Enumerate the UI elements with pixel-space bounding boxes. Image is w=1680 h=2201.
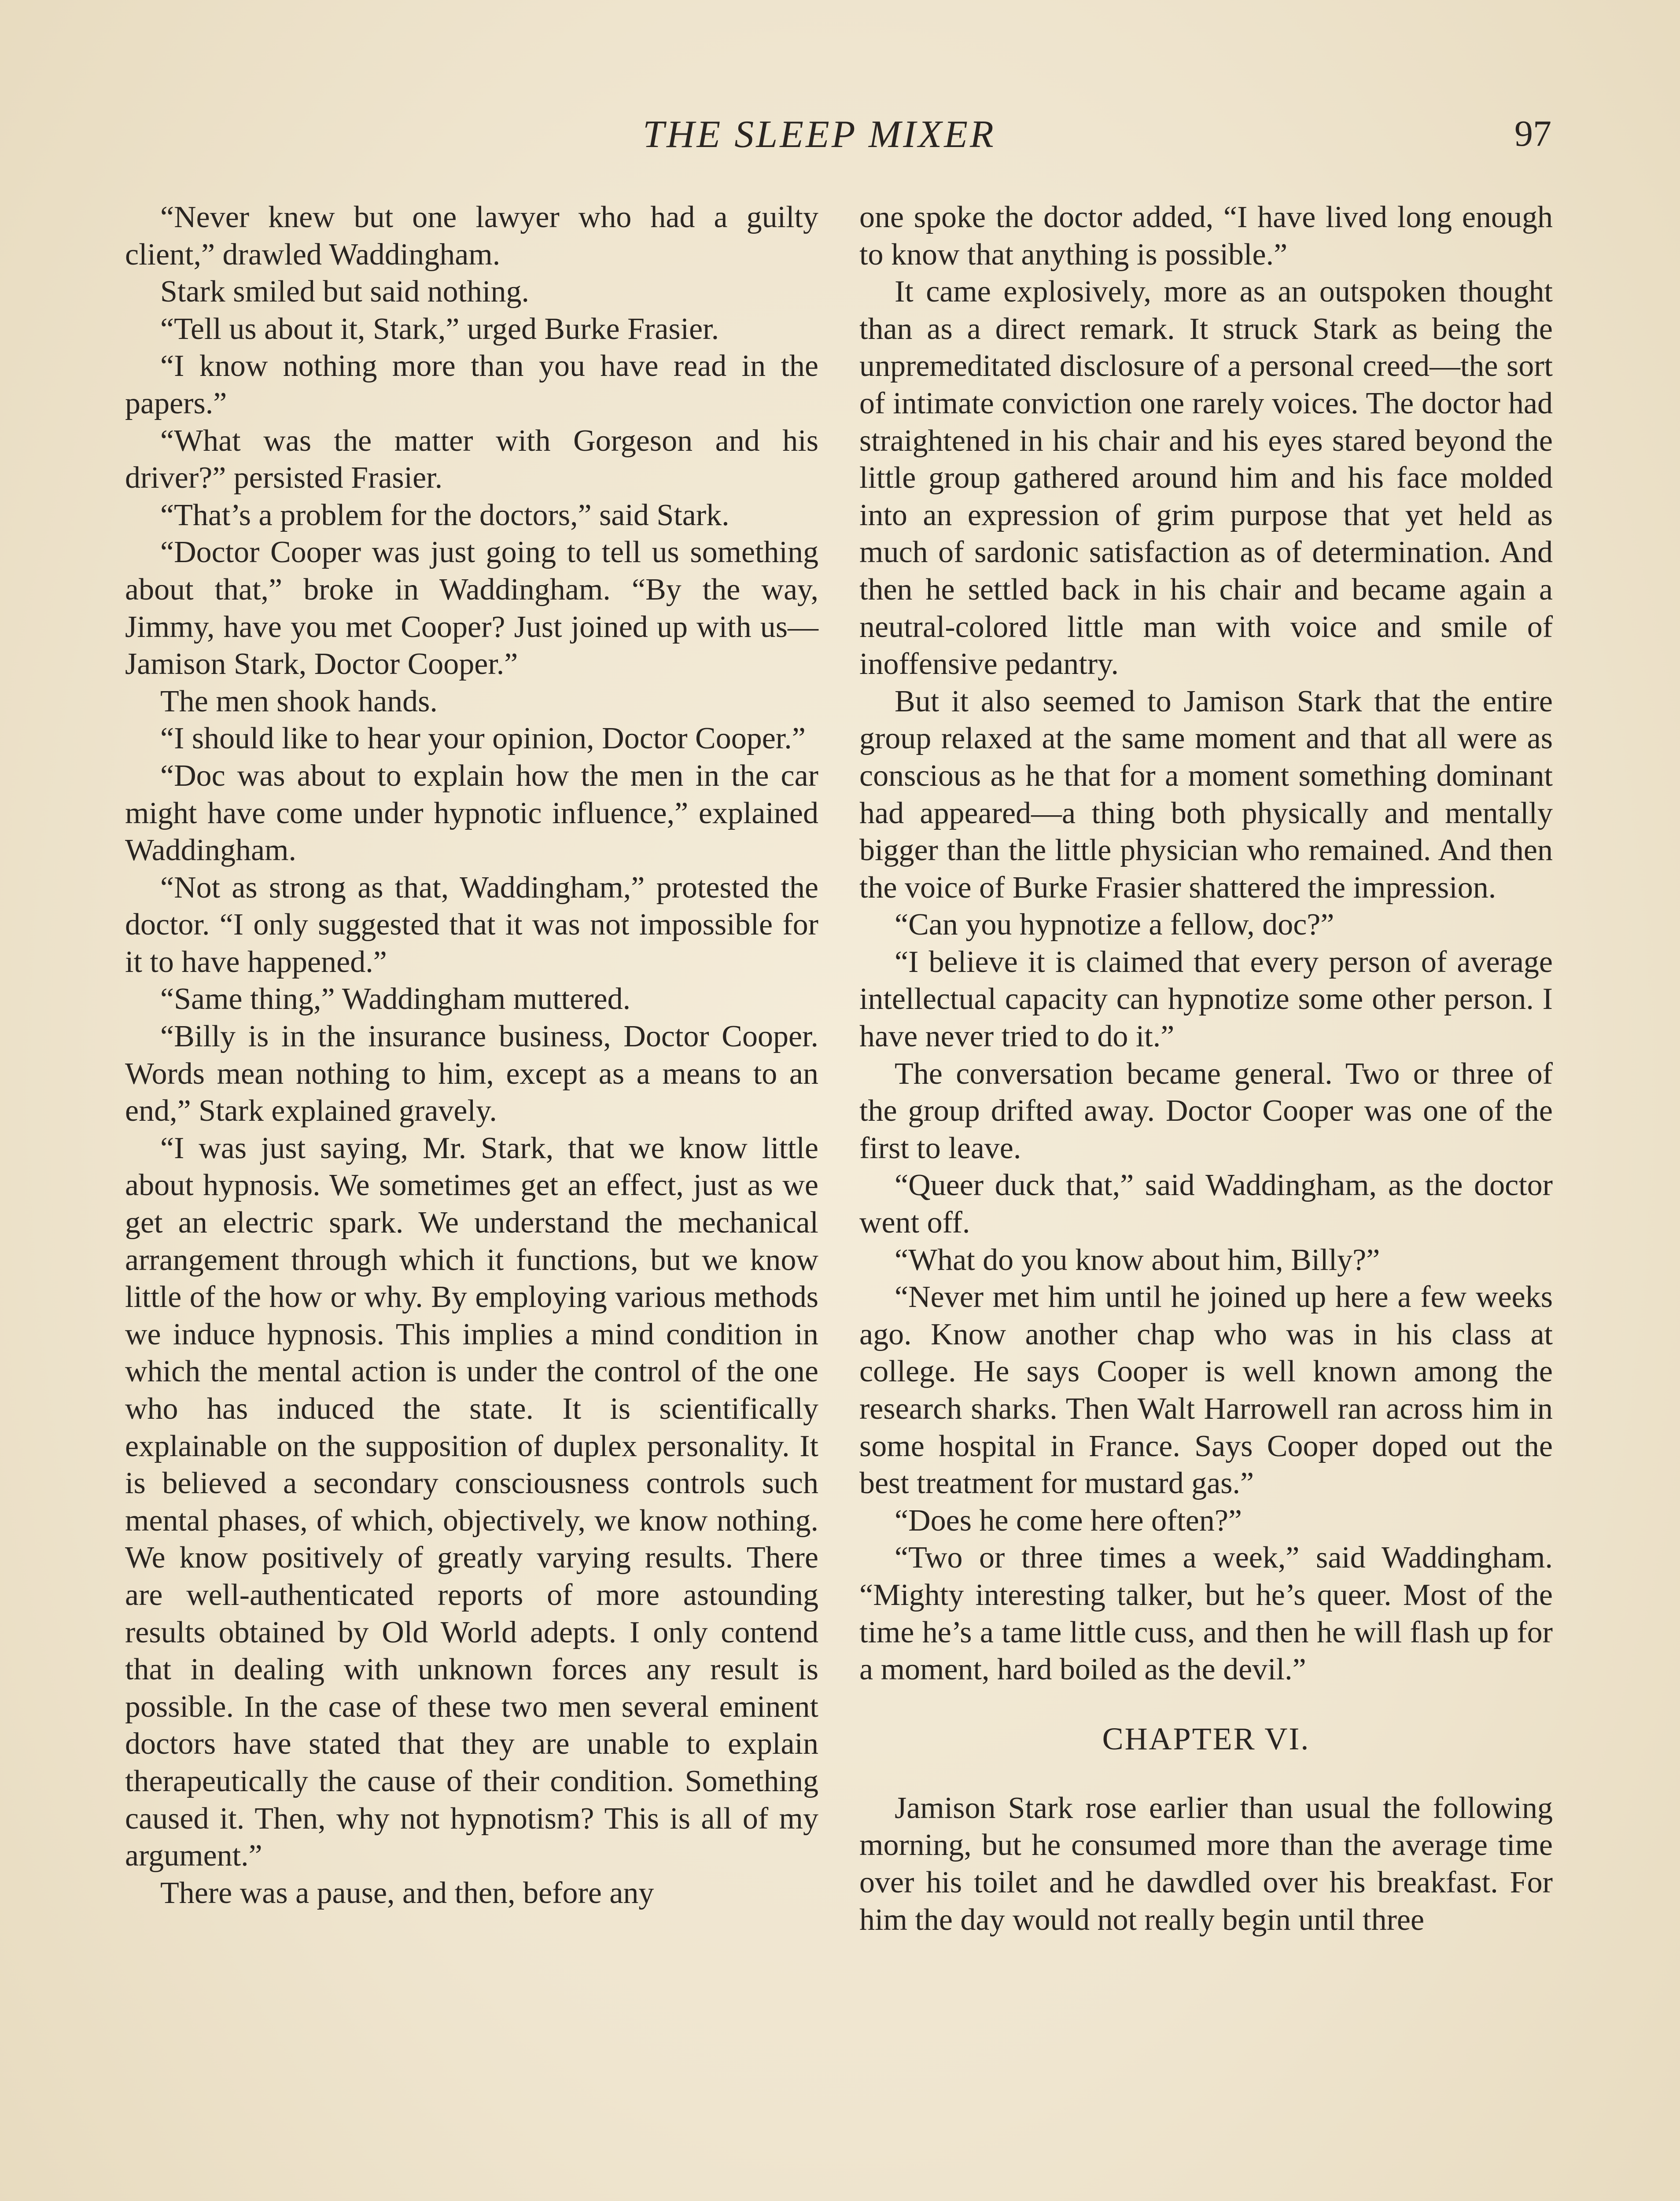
paragraph: “Does he come here often?” [895,1503,1242,1538]
paragraph: Stark smiled but said nothing. [160,275,530,309]
paragraph: “Never met him until he joined up here a few weeks ago. Know another chap who was in his class at college. He says Cooper is well known among the research sharks. Then Walt Harrowell ran across him in some hospital in France. Says Cooper doped out the best treatment for mustard gas.” [859,1280,1553,1501]
paragraph: “Queer duck that,” said Waddingham, as the doctor went off. [859,1168,1553,1240]
paragraph: “What do you know about him, Billy?” [895,1243,1380,1277]
paragraph: Jamison Stark rose earlier than usual the following morning, but he consumed more than the average time over his toilet and he dawdled over his breakfast. For him the day would not really begin until three [859,1791,1553,1937]
paragraph: “I believe it is claimed that every person of average intellectual capacity can hypnotize some other person. I have never tried to do it.” [859,945,1553,1054]
paragraph: It came explosively, more as an outspoken thought than as a direct remark. It struck Stark as being the unpremeditated disclosure of a personal creed—the sort of intimate conviction one rarely voices. The doctor had straightened in his chair and his eyes stared beyond the little group gathered around him and his face molded into an expression of grim purpose that yet held as much of sardonic satisfaction as of determination. And then he settled back in his chair and became again a neutral-colored little man with voice and smile of inoffensive pedantry. [859,275,1553,681]
paragraph: “Never knew but one lawyer who had a guilty client,” drawled Waddingham. [125,200,818,272]
paragraph: “I should like to hear your opinion, Doctor Cooper.” [160,721,806,756]
paragraph: “Tell us about it, Stark,” urged Burke Frasier. [160,312,719,346]
right-column [859,199,1553,1939]
paragraph: “Two or three times a week,” said Waddingham. “Mighty interesting talker, but he’s queer. Most of the time he’s a tame little cuss, and then he will flash up for a moment, hard boiled as the devil.” [859,1541,1553,1687]
paragraph: “What was the matter with Gorgeson and his driver?” persisted Frasier. [125,423,818,495]
paragraph: The men shook hands. [160,684,438,718]
paragraph: “I was just saying, Mr. Stark, that we know little about hypnosis. We sometimes get an effect, just as we get an electric spark. We understand the mechanical arrangement through which it functions, but we know little of the how or why. By employing various methods we induce hypnosis. This implies a mind condition in which the mental action is under the control of the one who has induced the state. It is scientifically explainable on the supposition of duplex personality. It is believed a secondary consciousness controls such mental phases, of which, objectively, we know nothing. We know positively of greatly varying results. There are well-authenticated reports of more astounding results obtained by Old World adepts. I only contend that in dealing with unknown forces any result is possible. In the case of these two men several eminent doctors have stated that they are unable to explain therapeutically the cause of their condition. Something caused it. Then, why not hypnotism? This is all of my argument.” [125,1131,818,1873]
paragraph: The conversation became general. Two or three of the group drifted away. Doctor Cooper was one of the first to leave. [859,1056,1553,1165]
paragraph: “Can you hypnotize a fellow, doc?” [895,908,1334,942]
paragraph: “Billy is in the insurance business, Doctor Cooper. Words mean nothing to him, except as a means to an end,” Stark explained gravely. [125,1020,818,1128]
paragraph: “Same thing,” Waddingham muttered. [160,982,631,1016]
page-number: 97 [1514,113,1551,154]
left-column [125,199,818,1912]
chapter-heading: CHAPTER VI. [1102,1721,1310,1756]
paragraph: “I know nothing more than you have read in the papers.” [125,349,818,420]
paragraph: There was a pause, and then, before any [160,1876,654,1910]
continued-paragraph: one spoke the doctor added, “I have lived long enough to know that anything is possible.” [859,200,1553,272]
running-title: THE SLEEP MIXER [643,113,996,156]
paragraph: “Not as strong as that, Waddingham,” protested the doctor. “I only suggested that it was not impossible for it to have happened.” [125,870,818,979]
paragraph: “That’s a problem for the doctors,” said Stark. [160,498,729,532]
paragraph: “Doctor Cooper was just going to tell us something about that,” broke in Waddingham. “By the way, Jimmy, have you met Cooper? Just joined up with us—Jamison Stark, Doctor Cooper.” [125,535,818,681]
paragraph: But it also seemed to Jamison Stark that the entire group relaxed at the same moment and that all were as conscious as he that for a moment something dominant had appeared—a thing both physically and mentally bigger than the little physician who remained. And then the voice of Burke Frasier shattered the impression. [859,684,1553,905]
paragraph: “Doc was about to explain how the men in the car might have come under hypnotic influence,” explained Waddingham. [125,758,818,868]
